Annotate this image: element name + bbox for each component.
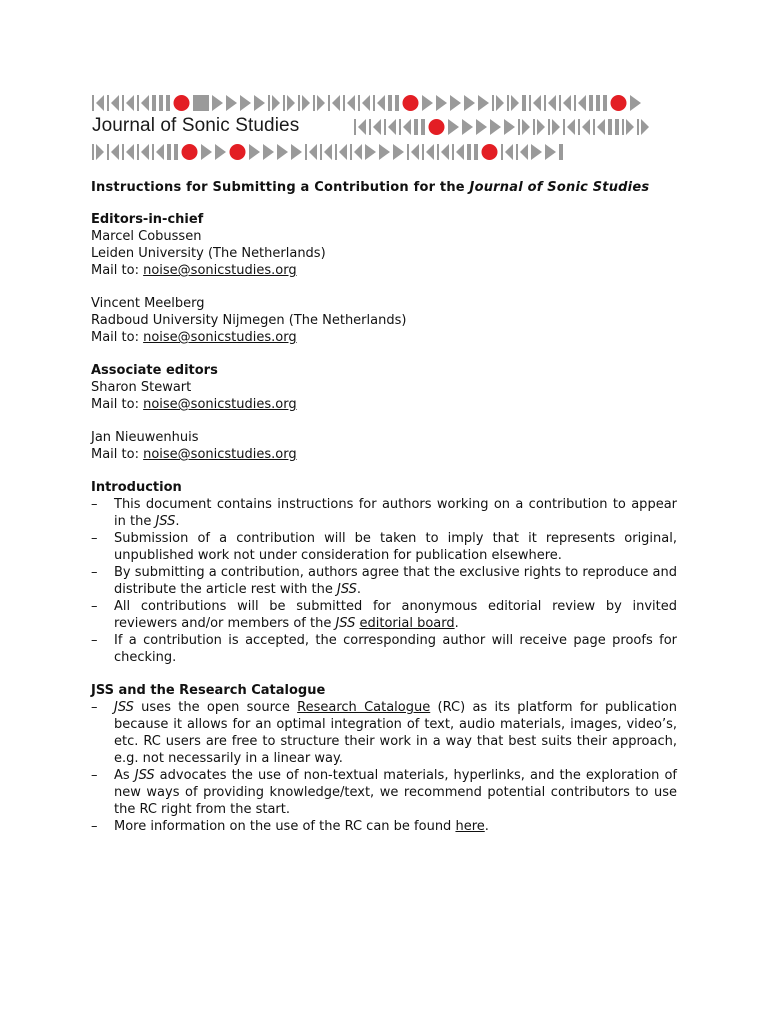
bar-icon	[603, 94, 607, 112]
email-link[interactable]: noise@sonicstudies.org	[143, 397, 297, 412]
right-triangle-icon	[436, 94, 447, 112]
bar-triangle-icon	[548, 118, 560, 136]
right-triangle-icon	[277, 143, 288, 161]
email-link[interactable]: noise@sonicstudies.org	[143, 330, 297, 345]
left-arrow-icon	[578, 118, 590, 136]
bar-icon	[615, 118, 619, 136]
bar-icon	[467, 143, 471, 161]
associate-mail: Mail to: noise@sonicstudies.org	[91, 447, 297, 462]
left-arrow-icon	[501, 143, 513, 161]
bar-icon	[174, 143, 178, 161]
right-triangle-icon	[379, 143, 390, 161]
bar-icon	[596, 94, 600, 112]
left-arrow-icon	[529, 94, 541, 112]
red-dot-icon	[181, 143, 198, 161]
left-arrow-icon	[350, 143, 362, 161]
left-arrow-icon	[320, 143, 332, 161]
left-arrow-icon	[593, 118, 605, 136]
red-dot-icon	[481, 143, 498, 161]
editor-name: Marcel Cobussen	[91, 229, 202, 244]
bar-triangle-icon	[492, 94, 504, 112]
right-triangle-icon	[365, 143, 376, 161]
left-arrow-icon	[335, 143, 347, 161]
right-triangle-icon	[504, 118, 515, 136]
sound-pattern-row-3	[92, 143, 566, 161]
left-arrow-icon	[107, 143, 119, 161]
here-link[interactable]: here	[455, 819, 485, 834]
right-triangle-icon	[448, 118, 459, 136]
research-catalogue-link[interactable]: Research Catalogue	[297, 700, 431, 715]
document-body	[91, 179, 677, 851]
bar-triangle-icon	[622, 118, 634, 136]
left-arrow-icon	[107, 94, 119, 112]
associate-name: Sharon Stewart	[91, 380, 192, 395]
journal-header	[92, 92, 676, 162]
email-link[interactable]: noise@sonicstudies.org	[143, 447, 297, 462]
associate-mail: Mail to: noise@sonicstudies.org	[91, 397, 297, 412]
research-catalogue-heading: JSS and the Research Catalogue	[91, 683, 326, 698]
left-arrow-icon	[328, 94, 340, 112]
red-dot-icon	[428, 118, 445, 136]
bar-triangle-icon	[533, 118, 545, 136]
introduction-section	[91, 479, 677, 666]
associate-2	[91, 429, 677, 463]
list-item: – More information on the use of the RC can be found here.	[91, 818, 677, 835]
list-item: – If a contribution is accepted, the corresponding author will receive page proofs for checking.	[91, 632, 677, 666]
bar-triangle-icon	[313, 94, 325, 112]
list-item: – JSS uses the open source Research Catalogue (RC) as its platform for publication because it allows for an optimal integration of text, audio materials, images, video’s, etc. RC users are free to structure their work in a way that best suits their approach, e.g. not necessarily in a linear way.	[91, 699, 677, 767]
bar-icon	[159, 94, 163, 112]
bar-triangle-icon	[518, 118, 530, 136]
right-triangle-icon	[201, 143, 212, 161]
right-triangle-icon	[215, 143, 226, 161]
left-arrow-icon	[152, 143, 164, 161]
red-dot-icon	[229, 143, 246, 161]
editor-mail: Mail to: noise@sonicstudies.org	[91, 263, 297, 278]
editor-2	[91, 295, 677, 346]
left-arrow-icon	[305, 143, 317, 161]
bar-icon	[559, 143, 563, 161]
list-item: – As JSS advocates the use of non-textual materials, hyperlinks, and the exploration of new ways of providing knowledge/text, we recommend potential contributors to use the RC right from the start.	[91, 767, 677, 818]
right-triangle-icon	[462, 118, 473, 136]
right-triangle-icon	[249, 143, 260, 161]
bar-icon	[414, 118, 418, 136]
research-catalogue-section	[91, 682, 677, 835]
list-item: – All contributions will be submitted for anonymous editorial review by invited reviewers and/or members of the JSS editorial board.	[91, 598, 677, 632]
right-triangle-icon	[263, 143, 274, 161]
editors-section	[91, 211, 677, 279]
associate-heading: Associate editors	[91, 363, 218, 378]
editor-affiliation: Leiden University (The Netherlands)	[91, 246, 326, 261]
research-catalogue-list	[91, 699, 677, 835]
bar-icon	[167, 143, 171, 161]
bar-triangle-icon	[637, 118, 649, 136]
bar-icon	[152, 94, 156, 112]
bar-icon	[166, 94, 170, 112]
right-triangle-icon	[531, 143, 542, 161]
left-arrow-icon	[373, 94, 385, 112]
left-arrow-icon	[516, 143, 528, 161]
left-arrow-icon	[399, 118, 411, 136]
editor-mail: Mail to: noise@sonicstudies.org	[91, 330, 297, 345]
left-arrow-icon	[563, 118, 575, 136]
journal-title: Journal of Sonic Studies	[92, 115, 300, 136]
right-triangle-icon	[630, 94, 641, 112]
left-arrow-icon	[369, 118, 381, 136]
left-arrow-icon	[137, 143, 149, 161]
left-arrow-icon	[544, 94, 556, 112]
bar-icon	[589, 94, 593, 112]
right-triangle-icon	[450, 94, 461, 112]
bar-triangle-icon	[507, 94, 519, 112]
left-arrow-icon	[452, 143, 464, 161]
list-item: – By submitting a contribution, authors agree that the exclusive rights to reproduce and distribute the article rest with the JSS.	[91, 564, 677, 598]
right-triangle-icon	[422, 94, 433, 112]
editor-name: Vincent Meelberg	[91, 296, 205, 311]
left-arrow-icon	[559, 94, 571, 112]
left-arrow-icon	[384, 118, 396, 136]
bar-triangle-icon	[298, 94, 310, 112]
left-arrow-icon	[422, 143, 434, 161]
associate-editors-section	[91, 362, 677, 413]
red-dot-icon	[173, 94, 190, 112]
right-triangle-icon	[212, 94, 223, 112]
square-icon	[193, 94, 209, 112]
right-triangle-icon	[226, 94, 237, 112]
bar-icon	[421, 118, 425, 136]
left-arrow-icon	[574, 94, 586, 112]
bar-icon	[388, 94, 392, 112]
bar-triangle-icon	[283, 94, 295, 112]
right-triangle-icon	[478, 94, 489, 112]
introduction-list	[91, 496, 677, 666]
right-triangle-icon	[490, 118, 501, 136]
left-arrow-icon	[437, 143, 449, 161]
right-triangle-icon	[291, 143, 302, 161]
bar-icon	[522, 94, 526, 112]
right-triangle-icon	[254, 94, 265, 112]
bar-icon	[395, 94, 399, 112]
left-arrow-icon	[343, 94, 355, 112]
red-dot-icon	[402, 94, 419, 112]
editors-heading: Editors-in-chief	[91, 212, 204, 227]
list-item: – This document contains instructions for authors working on a contribution to appear in the JSS.	[91, 496, 677, 530]
list-item: – Submission of a contribution will be taken to imply that it represents original, unpublished work not under consideration for publication elsewhere.	[91, 530, 677, 564]
left-arrow-icon	[92, 94, 104, 112]
right-triangle-icon	[393, 143, 404, 161]
introduction-heading: Introduction	[91, 480, 182, 495]
associate-name: Jan Nieuwenhuis	[91, 430, 199, 445]
bar-triangle-icon	[268, 94, 280, 112]
left-arrow-icon	[358, 94, 370, 112]
red-dot-icon	[610, 94, 627, 112]
left-arrow-icon	[407, 143, 419, 161]
left-arrow-icon	[122, 143, 134, 161]
sound-pattern-row-2	[354, 118, 652, 136]
left-arrow-icon	[137, 94, 149, 112]
left-arrow-icon	[354, 118, 366, 136]
left-arrow-icon	[122, 94, 134, 112]
bar-icon	[474, 143, 478, 161]
editor-affiliation: Radboud University Nijmegen (The Netherlands)	[91, 313, 407, 328]
email-link[interactable]: noise@sonicstudies.org	[143, 263, 297, 278]
document-title: Instructions for Submitting a Contribution for the Journal of Sonic Studies	[91, 180, 650, 195]
bar-icon	[608, 118, 612, 136]
right-triangle-icon	[476, 118, 487, 136]
sound-pattern-row-1	[92, 94, 644, 112]
right-triangle-icon	[240, 94, 251, 112]
right-triangle-icon	[464, 94, 475, 112]
bar-triangle-icon	[92, 143, 104, 161]
editorial-board-link[interactable]: editorial board	[359, 616, 455, 631]
right-triangle-icon	[545, 143, 556, 161]
